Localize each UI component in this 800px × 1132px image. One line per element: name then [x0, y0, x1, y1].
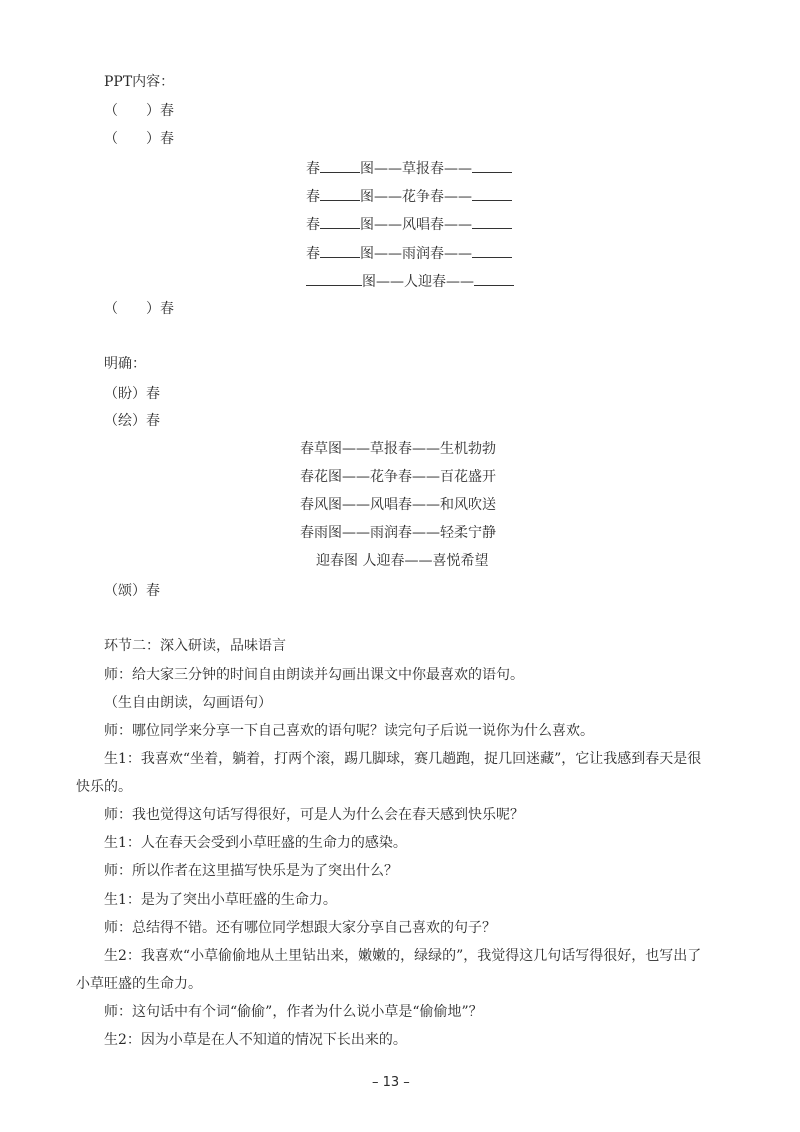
- ppt-row-mid: 图——雨润春——: [360, 246, 472, 262]
- ppt-row-mid: 图——人迎春——: [362, 274, 474, 290]
- dialogue-line: 师：总结得不错。还有哪位同学想跟大家分享自己喜欢的句子？: [104, 920, 496, 936]
- answer-row: 迎春图 人迎春——喜悦希望: [316, 553, 489, 569]
- ppt-row-prefix: 春: [306, 217, 320, 233]
- fill-blank: [472, 243, 512, 258]
- page-number: – 13 –: [372, 1075, 410, 1090]
- dialogue-line: 师：哪位同学来分享一下自己喜欢的语句呢？读完句子后说一说你为什么喜欢。: [104, 723, 594, 739]
- ppt-row-prefix: 春: [306, 246, 320, 262]
- fill-blank: [472, 214, 512, 229]
- answer-line-1: （盼）春: [104, 386, 160, 402]
- fill-blank: [320, 214, 360, 229]
- ppt-row-mid: 图——花争春——: [360, 189, 472, 205]
- answer-row: 春花图——花争春——百花盛开: [300, 469, 496, 485]
- dialogue-line: 生2：因为小草是在人不知道的情况下长出来的。: [104, 1032, 407, 1048]
- ppt-fill-row: [306, 243, 512, 264]
- ppt-fill-row: [306, 158, 512, 179]
- dialogue-line: 师：所以作者在这里描写快乐是为了突出什么？: [104, 863, 398, 879]
- dialogue-line: 生1：是为了突出小草旺盛的生命力。: [104, 892, 337, 908]
- ppt-row-mid: 图——风唱春——: [360, 217, 472, 233]
- dialogue-line: （生自由朗读，勾画语句）: [104, 695, 272, 711]
- dialogue-line: 师：给大家三分钟的时间自由朗读并勾画出课文中你最喜欢的语句。: [104, 667, 524, 683]
- fill-blank: [320, 243, 360, 258]
- ppt-row-mid: 图——草报春——: [360, 161, 472, 177]
- answer-row: 春风图——风唱春——和风吹送: [300, 497, 496, 513]
- dialogue-line: 小草旺盛的生命力。: [76, 976, 202, 992]
- answer-row: 春雨图——雨润春——轻柔宁静: [300, 525, 496, 541]
- dialogue-line: 生1：我喜欢“坐着，躺着，打两个滚，踢几脚球，赛几趟跑，捉几回迷藏”，它让我感到春天是很: [104, 751, 702, 767]
- dialogue-line: 师：我也觉得这句话写得很好，可是人为什么会在春天感到快乐呢？: [104, 807, 524, 823]
- fill-blank: [320, 186, 360, 201]
- ppt-fill-row: [306, 186, 512, 207]
- fill-blank: [306, 271, 362, 286]
- dialogue-line: 生1：人在春天会受到小草旺盛的生命力的感染。: [104, 835, 407, 851]
- ppt-fill-row: [306, 214, 512, 235]
- dialogue-line: 师：这句话中有个词“偷偷”，作者为什么说小草是“偷偷地”？: [104, 1004, 483, 1020]
- ppt-blank-line-2: （ ）春: [104, 131, 174, 147]
- section-title: 环节二：深入研读，品味语言: [104, 638, 286, 654]
- dialogue-line: 生2：我喜欢“小草偷偷地从土里钻出来，嫩嫩的，绿绿的”，我觉得这几句话写得很好，也写出了: [104, 948, 702, 964]
- ppt-row-prefix: 春: [306, 161, 320, 177]
- answer-row: 春草图——草报春——生机勃勃: [300, 441, 496, 457]
- fill-blank: [472, 158, 512, 173]
- ppt-row-prefix: 春: [306, 189, 320, 205]
- answer-line-3: （颂）春: [104, 583, 160, 599]
- fill-blank: [474, 271, 514, 286]
- fill-blank: [472, 186, 512, 201]
- answer-line-2: （绘）春: [104, 413, 160, 429]
- ppt-blank-line-1: （ ）春: [104, 103, 174, 119]
- fill-blank: [320, 158, 360, 173]
- ppt-fill-row: [306, 271, 514, 292]
- dialogue-line: 快乐的。: [76, 779, 132, 795]
- answer-heading: 明确：: [104, 356, 146, 372]
- ppt-blank-line-3: （ ）春: [104, 301, 174, 317]
- ppt-heading: PPT内容：: [104, 74, 175, 90]
